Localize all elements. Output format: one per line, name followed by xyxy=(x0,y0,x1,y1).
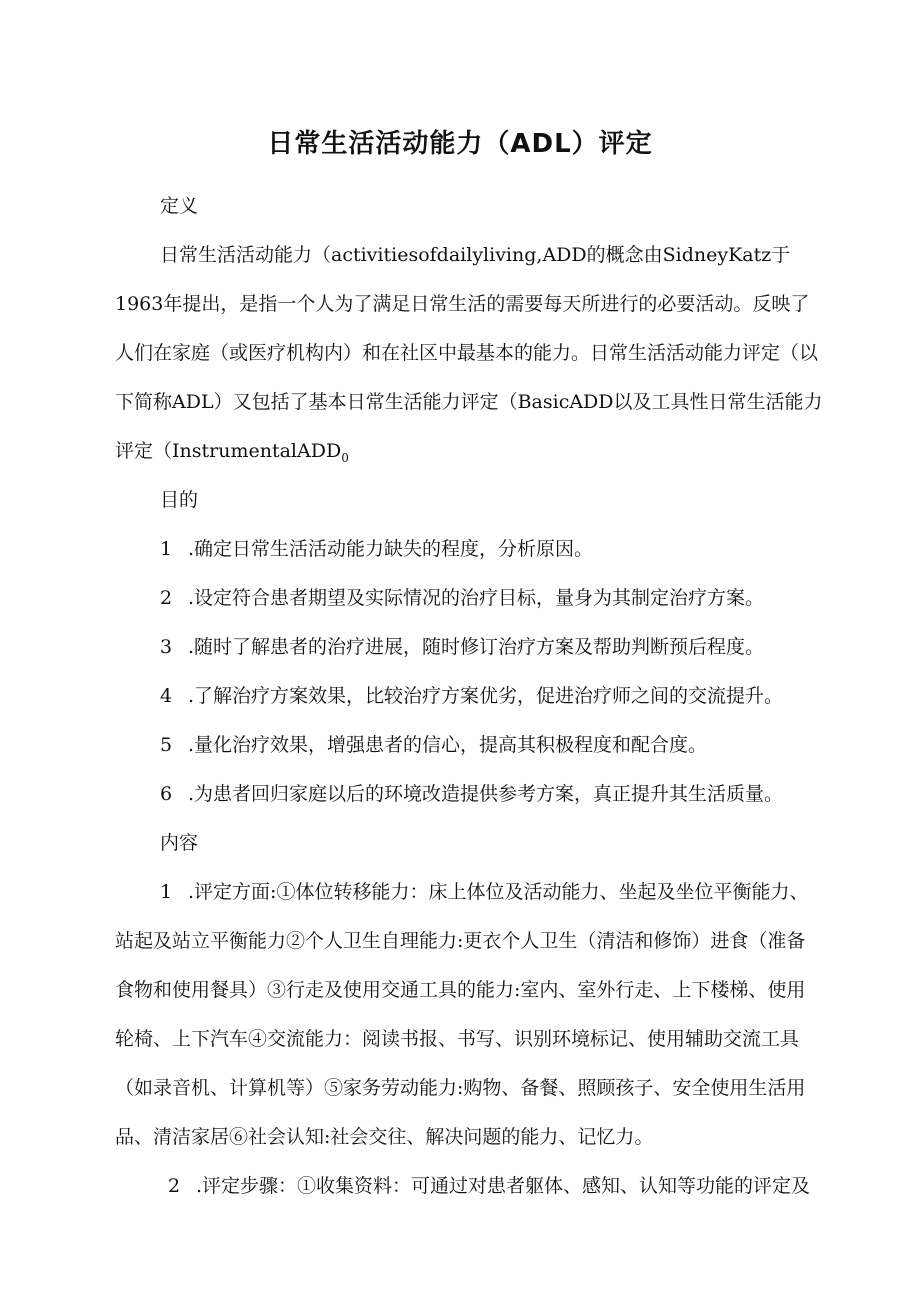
content-item-text: .评定方面:①体位转移能力：床上体位及活动能力、坐起及坐位平衡能力、 xyxy=(188,881,809,903)
purpose-item-number: 1 xyxy=(160,538,173,560)
content-item-1-line-5: （如录音机、计算机等）⑤家务劳动能力:购物、备餐、照顾孩子、安全使用生活用 xyxy=(115,1077,806,1099)
page-title: 日常生活活动能力（ADL）评定 xyxy=(267,129,653,159)
content-item-text: .评定步骤：①收集资料：可通过对患者躯体、感知、认知等功能的评定及 xyxy=(196,1175,811,1197)
purpose-item-4 xyxy=(160,682,783,710)
purpose-item-text: .为患者回归家庭以后的环境改造提供参考方案，真正提升其生活质量。 xyxy=(188,783,784,805)
purpose-item-number: 6 xyxy=(160,783,173,805)
definition-line-5-text: 评定（InstrumentalADD xyxy=(115,440,342,462)
content-item-number: 2 xyxy=(168,1175,181,1197)
purpose-item-text: .确定日常生活活动能力缺失的程度，分析原因。 xyxy=(188,538,594,560)
content-item-number: 1 xyxy=(160,881,173,903)
section-heading-content: 内容 xyxy=(160,832,199,854)
purpose-item-text: .随时了解患者的治疗进展，随时修订治疗方案及帮助判断预后程度。 xyxy=(188,636,765,658)
purpose-item-number: 3 xyxy=(160,636,173,658)
purpose-item-number: 5 xyxy=(160,734,173,756)
purpose-item-3 xyxy=(160,633,764,661)
definition-line-2: 1963年提出，是指一个人为了满足日常生活的需要每天所进行的必要活动。反映了 xyxy=(115,293,810,315)
content-item-1-line-3: 食物和使用餐具）③行走及使用交通工具的能力:室内、室外行走、上下楼梯、使用 xyxy=(115,979,806,1001)
definition-line-3: 人们在家庭（或医疗机构内）和在社区中最基本的能力。日常生活活动能力评定（以 xyxy=(115,342,819,364)
purpose-item-6 xyxy=(160,780,783,808)
purpose-item-number: 4 xyxy=(160,685,173,707)
purpose-item-1 xyxy=(160,535,593,563)
section-heading-purpose: 目的 xyxy=(160,489,199,511)
purpose-item-text: .了解治疗方案效果，比较治疗方案优劣，促进治疗师之间的交流提升。 xyxy=(188,685,784,707)
purpose-item-text: .量化治疗效果，增强患者的信心，提高其积极程度和配合度。 xyxy=(188,734,708,756)
purpose-item-number: 2 xyxy=(160,587,173,609)
purpose-item-2 xyxy=(160,584,764,612)
content-item-1-line-2: 站起及站立平衡能力②个人卫生自理能力:更衣个人卫生（清洁和修饰）进食（准备 xyxy=(115,930,806,952)
definition-line-4: 下简称ADL）又包括了基本日常生活能力评定（BasicADD以及工具性日常生活能力 xyxy=(115,391,823,413)
content-item-1 xyxy=(160,878,808,906)
content-item-1-line-4: 轮椅、上下汽车④交流能力：阅读书报、书写、识别环境标记、使用辅助交流工具 xyxy=(115,1028,800,1050)
definition-line-5 xyxy=(115,437,349,465)
purpose-item-5 xyxy=(160,731,707,759)
section-heading-definition: 定义 xyxy=(160,195,199,217)
purpose-item-text: .设定符合患者期望及实际情况的治疗目标，量身为其制定治疗方案。 xyxy=(188,587,765,609)
content-item-2 xyxy=(168,1172,810,1200)
content-item-1-line-6: 品、清洁家居⑥社会认知:社会交往、解决问题的能力、记忆力。 xyxy=(115,1126,654,1148)
definition-subscript: 0 xyxy=(341,450,349,465)
definition-line-1: 日常生活活动能力（activitiesofdailyliving,ADD的概念由SidneyKatz于 xyxy=(160,244,791,266)
